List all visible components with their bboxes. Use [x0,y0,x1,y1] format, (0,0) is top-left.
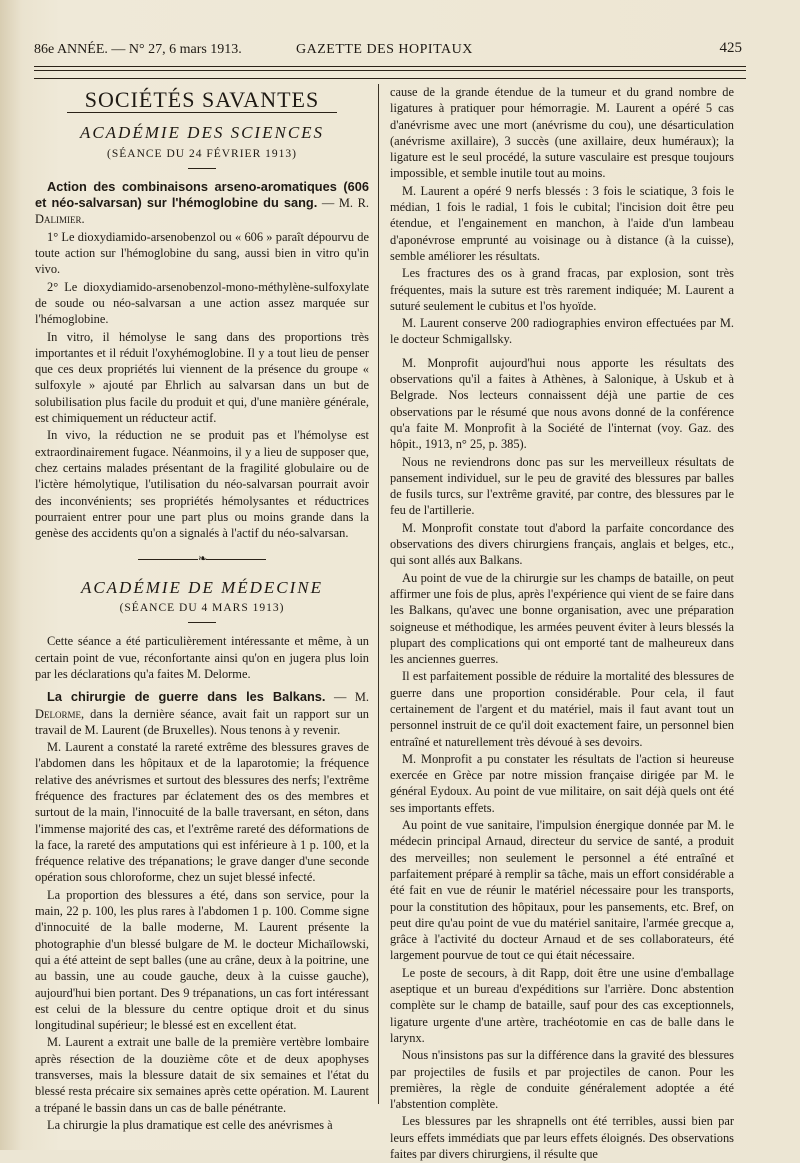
paragraph: 1° Le dioxydiamido-arsenobenzol ou « 606 » paraît dépourvu de toute action sur l'hémoglobine du sang, aussi bien in vitro qu'in vivo. [35,229,369,277]
paragraph: In vitro, il hémolyse le sang dans des proportions très importantes et il réduit l'oxyhémoglobine. Il y a tout lieu de penser que ces deux propriétés lui viennent de la présence du groupe « sulfoxyle » ajouté par Ehrlich au salvarsan dans un but de solubilisation plus facile du produit et qui, d'une manière générale, est chimiquement un réducteur actif. [35,329,369,426]
issue-info: 86e ANNÉE. — N° 27, 6 mars 1913. [34,42,242,57]
header-rule-thin [34,78,746,79]
paragraph: In vivo, la réduction ne se produit pas et l'hémolyse est extraordinairement fugace. Néanmoins, il y a lieu de supposer que, chez certains malades présentant de la fragilité globulaire ou de l'ictère hémolytique, l'utilisation du néo-salvarsan pourrait avoir des inconvénients; ses propriétés hémolysantes et réductrices pourraient entrer pour une part plus ou moins grande dans la genèse des accidents qu'on a signalés à l'actif du néo-salvarsan. [35,428,369,541]
paragraph: M. Laurent a opéré 9 nerfs blessés : 3 fois le sciatique, 3 fois le médian, 1 fois le radial, 1 fois le cubital; l'incision doit être peu étendue, et l'engainement en manchon, à l'aide d'un lambeau d'aponévrose emprunté au voisinage ou à distance (à la cuisse), semble améliorer les résultats. [390,183,734,263]
paragraph: Le poste de secours, à dit Rapp, doit être une usine d'emballage aseptique et un bureau d'expéditions sur l'arrière. Donc abstention complète sur le champ de bataille, sauf pour des cas exceptionnels, ligature urgente d'une artère, trachéotomie en cas de balle dans le larynx. [390,965,734,1045]
paragraph: M. Monprofit aujourd'hui nous apporte les résultats des observations qu'il a faites à Athènes, à Salonique, à Uskub et à Belgrade. Nos lecteurs connaissent déjà une partie de ces observations par le résumé que nous avons donné de la conférence qu'a faite M. Monprofit à la Société de l'internat (voy. Gaz. des hôpit., 1913, n° 25, p. 385). [390,355,734,452]
section-rule [67,112,337,113]
paragraph: M. Laurent a extrait une balle de la première vertèbre lombaire après résection de la douzième côte et de deux apophyses transverses, mais la blessure datait de six semaines et l'état du blessé resta précaire six semaines après cette opération. M. Laurent a trépané le bassin dans un cas de balle pénétrante. [35,1035,369,1115]
academy-medecine-session: (SÉANCE DU 4 MARS 1913) [119,602,285,615]
paragraph: M. Monprofit constate tout d'abord la parfaite concordance des observations des divers chirurgiens français, anglais et belges, etc., qui sont allés aux Balkans. [390,520,734,568]
header-rule-bottom [34,70,746,71]
paragraph: Les blessures par les shrapnells ont été terribles, aussi bien par leurs effets immédiats que par leurs effets éloignés. Des observations faites par divers chirurgiens, il résulte que [390,1114,734,1161]
page-header [34,38,742,60]
paragraph: La proportion des blessures a été, dans son service, pour la main, 22 p. 100, les plus rares à l'abdomen 1 p. 100. Comme signe d'innocuité de la balle moderne, M. Laurent présente la photographie d'un blessé bulgare de M. le docteur Michaïlowski, qui a été atteint de sept balles (une au crâne, deux à la poitrine, une au bassin, une au coude gauche, deux à la cuisse gauche), aujourd'hui bien portant. Des 9 trépanations, un cas fort intéressant est celui de la blessure du centre optique droit et du sinus longitudinal supérieur; le blessé est en excellent état. [35,887,369,1033]
author-name: — M. Delorme, [35,690,369,721]
page-number: 425 [719,40,742,56]
paragraph: Cette séance a été particulièrement intéressante et même, à un certain point de vue, réconfortante ainsi qu'on en jugera plus loin par les déclarations qu'a faites M. Delorme. [35,634,369,681]
heading-text: La chirurgie de guerre dans les Balkans. [47,689,326,705]
short-rule [188,168,216,169]
heading-text: Action des combinaisons arseno-aromatiques (606 et néo-salvarsan) sur l'hémoglobine du sang. [35,178,369,211]
paragraph: Nous ne reviendrons donc pas sur les merveilleux résultats de pansement individuel, sur le peu de gravité des blessures par balles de fusils turcs, sur l'extrême gravité, par contre, des blessures par le feu de l'artillerie. [390,454,734,518]
paragraph: M. Monprofit a pu constater les résultats de l'action si heureuse exercée en Grèce par notre mission française dirigée par M. le général Eydoux. Au point de vue militaire, on sait déjà quels ont été ses importants effets. [390,751,734,815]
paragraph: Les fractures des os à grand fracas, par explosion, sont très fréquentes, mais la suture est très rarement indiquée; M. Laurent a suturé seulement le cubitus et l'os hyoïde. [390,266,734,313]
paragraph: Au point de vue sanitaire, l'impulsion énergique donnée par M. le médecin principal Arnaud, directeur du service de santé, a produit des merveilles; non seulement le personnel a été entraîné et parfaitement préparé à remplir sa tâche, mais un effort considérable a été fait en vue de réunir le matériel nécessaire pour les transports, pour la constitution des hôpitaux, pour les pansements, etc. Bref, on peut dire qu'au point de vue du matériel sanitaire, l'armée grecque a, grâce à l'activité du docteur Arnaud et de ses collaborateurs, été largement pourvue de tout ce qui était nécessaire. [390,818,734,963]
academy-sciences-session: (SÉANCE DU 24 FÉVRIER 1913) [107,147,297,160]
right-column [390,84,734,1163]
article-heading-balkans [35,689,369,738]
column-divider [378,84,379,1104]
section-title: SOCIÉTÉS SAVANTES [84,87,320,112]
paragraph: M. Laurent conserve 200 radiographies environ effectuées par M. le docteur Schmigallsky. [390,316,734,347]
academy-medecine-title: ACADÉMIE DE MÉDECINE [80,577,324,597]
article-heading-dalimier [35,179,369,228]
short-rule [188,622,216,623]
academy-sciences-title: ACADÉMIE DES SCIENCES [79,123,325,143]
paragraph: 2° Le dioxydiamido-arsenobenzol-mono-méthylène-sulfoxylate de soude ou néo-salvarsan a une action assez marquée sur l'hémoglobine. [35,279,369,327]
paragraph: Il est parfaitement possible de réduire la mortalité des blessures de guerre dans une proportion considérable. Pour cela, il faut certainement de l'argent et du matériel, mais il faut avant tout un personnel instruit de ce qu'il doit exactement faire, un personnel bien entraîné et naturellement très dévoué à ses devoirs. [390,669,734,749]
paragraph: cause de la grande étendue de la tumeur et du grand nombre de ligatures à pratiquer pour hémorragie. M. Laurent a opéré 5 cas d'anévrisme avec une mort (anévrisme du cou), une désarticulation (anévrisme axillaire), 3 succès (une axillaire, deux huméraux); la ligature est le seul procédé, la suture vasculaire est presque toujours impossible, et semble inutile tout au moins. [390,85,734,181]
left-column [35,84,369,1134]
paragraph: M. Laurent a constaté la rareté extrême des blessures graves de l'abdomen dans les hôpitaux et de la laparotomie; la fréquence relative des anévrismes et surtout des blessures des nerfs; l'extrême fréquence des fractures par éclatement des os des membres et surtout de la main, l'innocuité de la balle traversant, en séton, dans l'immense majorité des cas, et l'extrême rareté des déformations de la face, la rareté des amputations qui est inférieure à 1 p. 100, et la fréquence relative des trépanations; le grave danger d'une seconde opération sous chloroforme, chez un sujet blessé infecté. [35,740,369,885]
paragraph: Au point de vue de la chirurgie sur les champs de bataille, on peut affirmer une fois de plus, après l'expérience qui vient de se faire dans les Balkans, qu'avec une bonne organisation, avec une préparation soigneuse et méthodique, les armées peuvent éviter à leurs blessés la plupart des complications qui ont emporté tant de malheureux dans les anciennes guerres. [390,570,734,667]
journal-title: GAZETTE DES HOPITAUX [296,42,473,57]
paragraph-continuation: dans la dernière séance, avait fait un rapport sur un travail de M. Laurent (de Bruxelles). Nous tenons à y revenir. [35,706,369,737]
paragraph: La chirurgie la plus dramatique est celle des anévrismes à [47,1117,333,1132]
author-name: — M. R. Dalimier. [35,196,369,227]
ornament-divider: ❧ [35,551,369,567]
header-rule-top [34,66,746,67]
paragraph: Nous n'insistons pas sur la différence dans la gravité des blessures par projectiles de fusils et par projectiles de canon. Pour les premières, la règle de conduite généralement adoptée a été l'abstention complète. [390,1048,734,1112]
